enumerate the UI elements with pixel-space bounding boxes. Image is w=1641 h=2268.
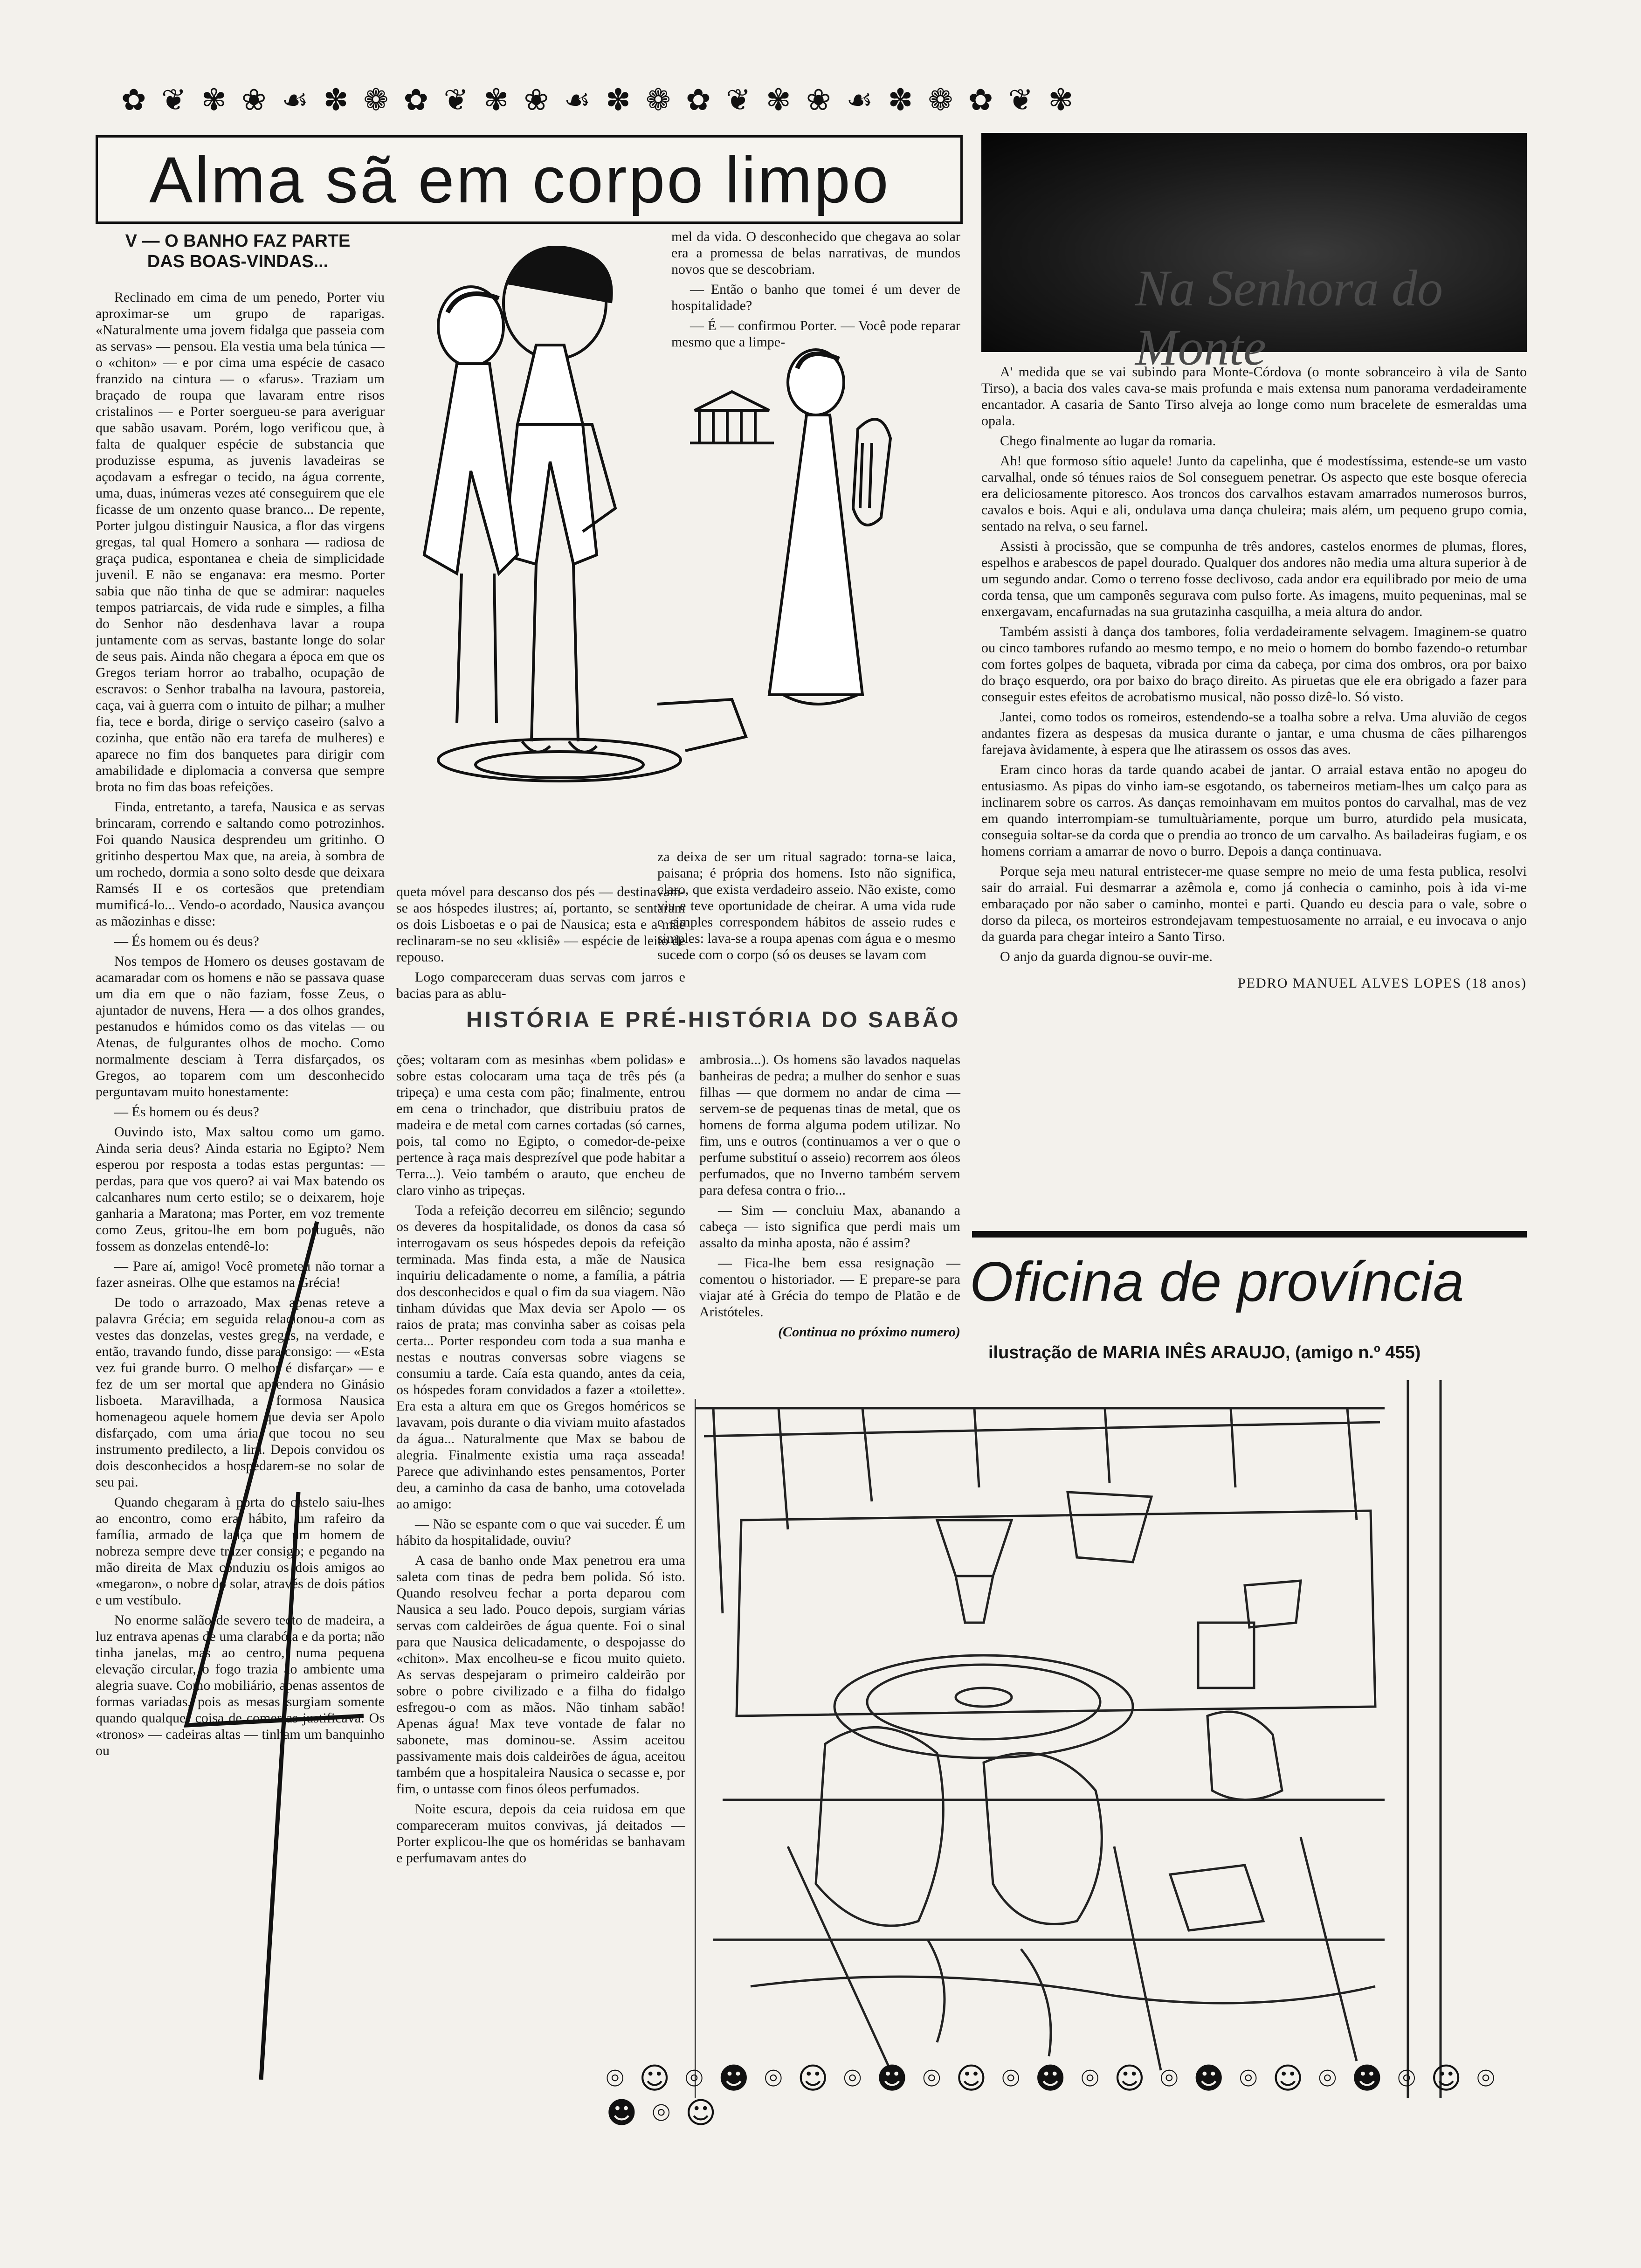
section-divider xyxy=(972,1231,1527,1238)
paragraph: — És homem ou és deus? xyxy=(114,933,259,949)
paragraph: mel da vida. O desconhecido que chegava ao solar era a promessa de belas narrativas, de mundos novos que se descobriam. xyxy=(671,229,960,277)
article-column-3-middle xyxy=(657,849,956,967)
title-box xyxy=(96,135,963,224)
paragraph: — É — confirmou Porter. — Você pode reparar mesmo que a limpe- xyxy=(671,318,960,350)
paragraph: — Fica-lhe bem essa resignação — comentou o historiador. — E prepare-se para viajar até à Grécia do tempo de Platão e de Aristóteles. xyxy=(699,1255,960,1320)
paragraph: — Então o banho que tomei é um dever de hospitalidade? xyxy=(671,282,960,313)
paragraph: ambrosia...). Os homens são lavados naquelas banheiras de pedra; a mulher do senhor e suas filhas — que dormem no andar de cima — servem-se de pequenas tinas de metal, que os homens de forma alguma podem utilizar. No fim, uns e outros (continuamos a ver o que o perfume substituí o asseio) recorrem aos óleos perfumados, que no Inverno também servem para defesa contra o frio... xyxy=(699,1052,960,1198)
banner-title: Na Senhora do Monte xyxy=(1135,260,1443,376)
paragraph: Jantei, como todos os romeiros, estendendo-se a toalha sobre a relva. Uma aluvião de cegos andantes fizera as despesas da musica durante o jantar, e uma chusma de cães pilharengos farejava àvidamente, à espera que lhe atirassem os ossos das aves. xyxy=(981,709,1527,757)
workshop-illustration xyxy=(695,1380,1534,2103)
paragraph: Noite escura, depois da ceia ruidosa em que compareceram muitos convivas, já deitados — Porter explicou-lhe que os homéridas se banhavam e perfumavam antes do xyxy=(396,1801,685,1866)
paragraph: Ouvindo isto, Max saltou como um gamo. Ainda seria deus? Ainda estaria no Egipto? Nem esperou por resposta a todas estas perguntas: — perdas, para que vos quero? ai vai Max batendo os calcanhares num certo estilo; se o deixarem, hoje ganharia a Maratona; mas Porter, em voz tremente como Zeus, gritou-lhe em bom português, não fossem as donzelas entendê-lo: xyxy=(96,1124,385,1254)
author-signature: PEDRO MANUEL ALVES LOPES (18 anos) xyxy=(1238,975,1527,991)
subhead-line-1: V — O BANHO FAZ PARTE xyxy=(125,231,351,251)
paragraph: queta móvel para descanso dos pés — destinavam-se aos hóspedes ilustres; aí, portanto, se sentaram os dois Lisboetas e o pai de Nausica; esta e a mãe reclinaram-se no seu «klisiê» — espécie de leito de repouso. xyxy=(396,884,685,965)
illustration-credit: ilustração de MARIA INÊS ARAUJO, (amigo n.º 455) xyxy=(988,1343,1421,1362)
paragraph: O anjo da guarda dignou-se ouvir-me. xyxy=(1000,949,1213,964)
bottom-decorative-border: ⌾ ☺ ⌾ ☻ ⌾ ☺ ⌾ ☻ ⌾ ☺ ⌾ ☻ ⌾ ☺ ⌾ ☻ ⌾ ☺ ⌾ ☻ ⌾ ☺ ⌾ ☻ ⌾ ☺ xyxy=(606,2061,1498,2130)
subhead-line-2: DAS BOAS-VINDAS... xyxy=(147,252,329,271)
paragraph: Também assisti à dança dos tambores, folia verdadeiramente selvagem. Imaginem-se quatro ou cinco tambores rufando ao mesmo tempo, e no meio o homem do bombo fazendo-o retumbar com fortes golpes de baqueta, vibrada por cima da cabeça, por cima dos ombros, ora por baixo do braço esquerdo, ora por baixo do braço direito. As piruetas que ele era obrigado a fazer para conseguir estes efeitos de acrobatismo musical, não posso dizê-lo. Só visto. xyxy=(981,624,1527,705)
paragraph: — Sim — concluiu Max, abanando a cabeça — isto significa que perdi mais um assalto da minha aposta, não é assim? xyxy=(699,1203,960,1251)
paragraph: — És homem ou és deus? xyxy=(114,1104,259,1120)
romaria-article xyxy=(981,364,1527,995)
article-column-3-lower xyxy=(699,1051,960,1344)
paragraph: — Pare aí, amigo! Você prometeu não tornar a fazer asneiras. Olhe que estamos na Grécia! xyxy=(96,1258,385,1290)
paragraph: No enorme salão de severo tecto de madeira, a luz entrava apenas de uma clarabóia e da porta; não tinha janelas, mas ao centro, numa pequena elevação circular, o fogo trazia ao ambiente uma alegria suave. Como mobiliário, apenas assentos de formas variadas, pois as mesas surgiam somente quando qualquer coisa de comer as justificava. Os «tronos» — cadeiras altas — tinham um banquinho ou xyxy=(96,1612,385,1758)
article-column-2-top xyxy=(671,228,960,354)
oficina-title: Oficina de província xyxy=(970,1251,1464,1313)
margin-scribble xyxy=(121,1212,382,2098)
continued-note: (Continua no próximo numero) xyxy=(778,1324,960,1340)
paragraph: A' medida que se vai subindo para Monte-Córdova (o monte sobranceiro à vila de Santo Tirso), a bacia dos vales cava-se mais profunda e mais extensa num panorama verdadeiramente encantador. A casaria de Santo Tirso alveja ao longe como num bracelete de esmeraldas uma opala. xyxy=(981,364,1527,429)
paragraph: De todo o arrazoado, Max apenas reteve a palavra Grécia; em seguida relacionou-a com as vestes das donzelas, vestes gregas, na verdade, e então, travando fundo, disse para consigo: — «Esta vez fui grande burro. O melhor é disfarçar» — e fez de um ser mortal que aprendera no Ginásio lisboeta. Maravilhada, a formosa Nausica homenageou aquele homem que devia ser Apolo disfarçado, com uma ária que tocou no seu instrumento predilecto, a lira. Depois convidou os dois desconhecidos a hospedarem-se no solar de seu pai. xyxy=(96,1295,385,1490)
section-subhead xyxy=(93,231,382,272)
paragraph: Reclinado em cima de um penedo, Porter viu aproximar-se um grupo de raparigas. «Naturalmente uma jovem fidalga que passeia com as servas» — pensou. Ela vestia uma bela túnica — o «chiton» — e por cima uma espécie de casaco franzido na cintura — o «farus». Traziam um braçado de roupa que lavaram entre risos cristalinos — e Porter soergueu-se para averiguar que sabão usavam. Porém, logo verificou que, à falta de qualquer espécie de substancia que produzisse espuma, as juvenis lavadeiras se açodavam a esfregar o tecido, na água corrente, uma, duas, inúmeras vezes até conseguirem que ele ficasse de um onzento quase branco... De repente, Porter julgou distinguir Nausica, a flor das virgens gregas, tal qual Homero a sonhara — radiosa de graça pudica, espontanea e cheia de simplicidade juvenil. E não se enganava: era mesmo. Porter sabia que não tinha de que se admirar: naqueles tempos patriarcais, de vida rude e simples, a filha do Senhor não desdenhava lavar a roupa juntamente com as servas, bastante longe do solar de seus pais. Ainda não chegara a época em que os Gregos teriam horror ao trabalho, ocupação de escravos: o Senhor trabalha na lavoura, pastoreia, caça, vai à guerra com o intuito de pilhar; a mulher fia, tece e borda, dirige o serviço caseiro (salvo a cozinha, que então não era tarefa de mulheres) e aparece no fim dos banquetes para dirigir com amabilidade e diplomacia a conversa que sempre brota no fim das boas refeições. xyxy=(96,290,385,795)
paragraph: Quando chegaram à porta do castelo saiu-lhes ao encontro, como era hábito, um rafeiro da família, armado de lança que um homem de nobreza sempre deve trazer consigo; e pegando na mão direita de Max conduziu os dois amigos ao «megaron», o nobre do solar, através de dois pátios e um vestíbulo. xyxy=(96,1494,385,1608)
paragraph: Assisti à procissão, que se compunha de três andores, castelos enormes de plumas, flores, espelhos e arabescos de papel dourado. Qualquer dos andores não media uma altura superior à de um segundo andar. Como o terreno fosse declivoso, cada andor era equilibrado por meio de uma corda tensa, que um camponês segurava com pulso forte. As imagens, muito pequeninas, mal se enxergavam, encafurnadas na sua grutazinha casquilha, a meia altura do andor. xyxy=(981,539,1527,619)
top-decorative-border: ✿ ❦ ✾ ❀ ☙ ✽ ❁ ✿ ❦ ✾ ❀ ☙ ✽ ❁ ✿ ❦ ✾ ❀ ☙ ✽ ❁ ✿ ❦ ✾ xyxy=(121,83,1076,118)
paragraph: Porque seja meu natural entristecer-me quase sempre no meio de uma festa publica, resolvi sair do arraial. Fui desmarrar a azêmola e, como já conhecia o caminho, pois à ida vi-me embaraçado por não saber o caminho, montei e parti. Quando eu descia para o vale, sobre o dorso da pileca, os morteiros estrondejavam tempestuosamente no arraial, e eu invocava o anjo da guarda para chegar inteiro a Santo Tirso. xyxy=(981,864,1527,944)
page-title: Alma sã em corpo limpo xyxy=(149,143,890,216)
paragraph: Finda, entretanto, a tarefa, Nausica e as servas brincaram, correndo e saltando como potrozinhos. Foi quando Nausica desprendeu um gritinho. O gritinho despertou Max que, na areia, à sombra de um rochedo, dormia a sono solto desde que deixara Ramsés II e os cortesãos que pretendiam mumificá-lo... Vendo-o acordado, Nausica avançou as mãozinhas e disse: xyxy=(96,799,385,929)
article-column-2-lower xyxy=(396,1051,685,2096)
paragraph: A casa de banho onde Max penetrou era uma saleta com tinas de pedra bem polida. Só isto. Quando resolveu fechar a porta deparou com Nausica a seu lado. Pouco depois, surgiam várias servas com caldeirões de água quente. Foi o sinal para que Nausica delicadamente, o despojasse do «chiton». Max encolheu-se e ficou muito quieto. As servas despejaram o primeiro caldeirão por sobre o pobre civilizado e a filha do fidalgo esfregou-o com as mãos. Não tinham sabão! Apenas água! Max teve vontade de falar no sabonete, mas dominou-se. Assim aceitou passivamente mais dois caldeirões de água, aceitou também que a hospitaleira Nausica o secasse e, por fim, o untasse com finos óleos perfumados. xyxy=(396,1553,685,1797)
paragraph: Eram cinco horas da tarde quando acabei de jantar. O arraial estava então no apogeu do entusiasmo. As pipas do vinho iam-se esgotando, os taberneiros metiam-lhes um calço para as inclinarem sobre os carros. As danças remoinhavam em muitos pontos do carvalhal, mas de vez em quando interrompiam-se tumultuàriamente, porque um burro, aturdido pela musicata, conseguia soltar-se da corda que o prendia ao tronco de um carvalho. As bailadeiras fugiam, e os homens corriam a amarrar de novo o burro. Depois a dança continuava. xyxy=(981,762,1527,859)
article-column-2-middle xyxy=(396,884,685,1005)
paragraph: ções; voltaram com as mesinhas «bem polidas» e sobre estas colocaram uma taça de três pés (a tripeça) e uma cesta com pão; finalmente, entrou em cena o trinchador, que distribuiu pratos de madeira e de metal com carnes cortadas (só carnes, pois, tal como no Egipto, o comedor-de-peixe pertence à raça mais desprezível que pode habitar a Terra...). Veio também o arauto, que encheu de claro vinho as tripeças. xyxy=(396,1052,685,1198)
paragraph: Toda a refeição decorreu em silêncio; segundo os deveres da hospitalidade, os donos da casa só interrogavam os seus hóspedes depois da refeição terminada. Mas finda esta, a mãe de Nausica inquiriu delicadamente o nome, a família, a pátria dos desconhecidos e qual o fim da sua viagem. Não tinham dúvidas que Max devia ser Apolo — os raios de prata; mas convinha saber as coisas pela certa... Porter respondeu com toda a sua manha e nestas e noutras conversas sobre viagens se consumiu a tarde. Caía esta quando, antes da ceia, os hóspedes foram convidados a fazer a «toilette». Era esta a altura em que os Gregos homéricos se lavavam, pois durante o dia viviam muito afastados da água... Naturalmente que Max se babou de alegria. Finalmente existia uma raça asseada! Parece que adivinhando estes pensamentos, Porter deu, a caminho da casa de banho, uma cotovelada ao amigo: xyxy=(396,1203,685,1512)
sabao-subtitle: HISTÓRIA E PRÉ-HISTÓRIA DO SABÃO xyxy=(466,1008,961,1032)
paragraph: Logo compareceram duas servas com jarros e bacias para as ablu- xyxy=(396,969,685,1001)
paragraph: Chego finalmente ao lugar da romaria. xyxy=(1000,433,1216,449)
paragraph: — Não se espante com o que vai suceder. É um hábito da hospitalidade, ouviu? xyxy=(396,1516,685,1548)
paragraph: Ah! que formoso sítio aquele! Junto da capelinha, que é modestíssima, estende-se um vasto carvalhal, onde só ténues raios de Sol conseguem penetrar. Os aspecto que este bosque oferecia era deliciosamente pitoresco. Aos troncos dos carvalhos estavam amarrados numerosos burros, cavalos e bois. Aqui e ali, ondulava uma dança chuleira; mais além, um pequeno grupo comia, sentado na relva, o seu farnel. xyxy=(981,453,1527,534)
paragraph: Nos tempos de Homero os deuses gostavam de acamaradar com os homens e não se passava quase um dia em que o não faziam, fosse Zeus, o ajuntador de nuvens, Hera — a dos olhos grandes, pestanudos e húmidos como os das vitelas — ou Atenas, de fulgurantes olhos de mocho. Como normalmente desciam à Terra disfarçados, os Gregos, ao toparem com um desconhecido perguntavam muito honestamente: xyxy=(96,954,385,1099)
dark-photo-banner xyxy=(981,133,1527,376)
paragraph: za deixa de ser um ritual sagrado: torna-se laica, paisana; é própria dos homens. Isto não significa, claro, que exista verdadeiro asseio. Não existe, como viu e teve oportunidade de cheirar. A uma vida rude e simples correspondem hábitos de asseio rudes e simples: lava-se a roupa apenas com água e o mesmo sucede com o corpo (só os deuses se lavam com xyxy=(657,849,956,962)
